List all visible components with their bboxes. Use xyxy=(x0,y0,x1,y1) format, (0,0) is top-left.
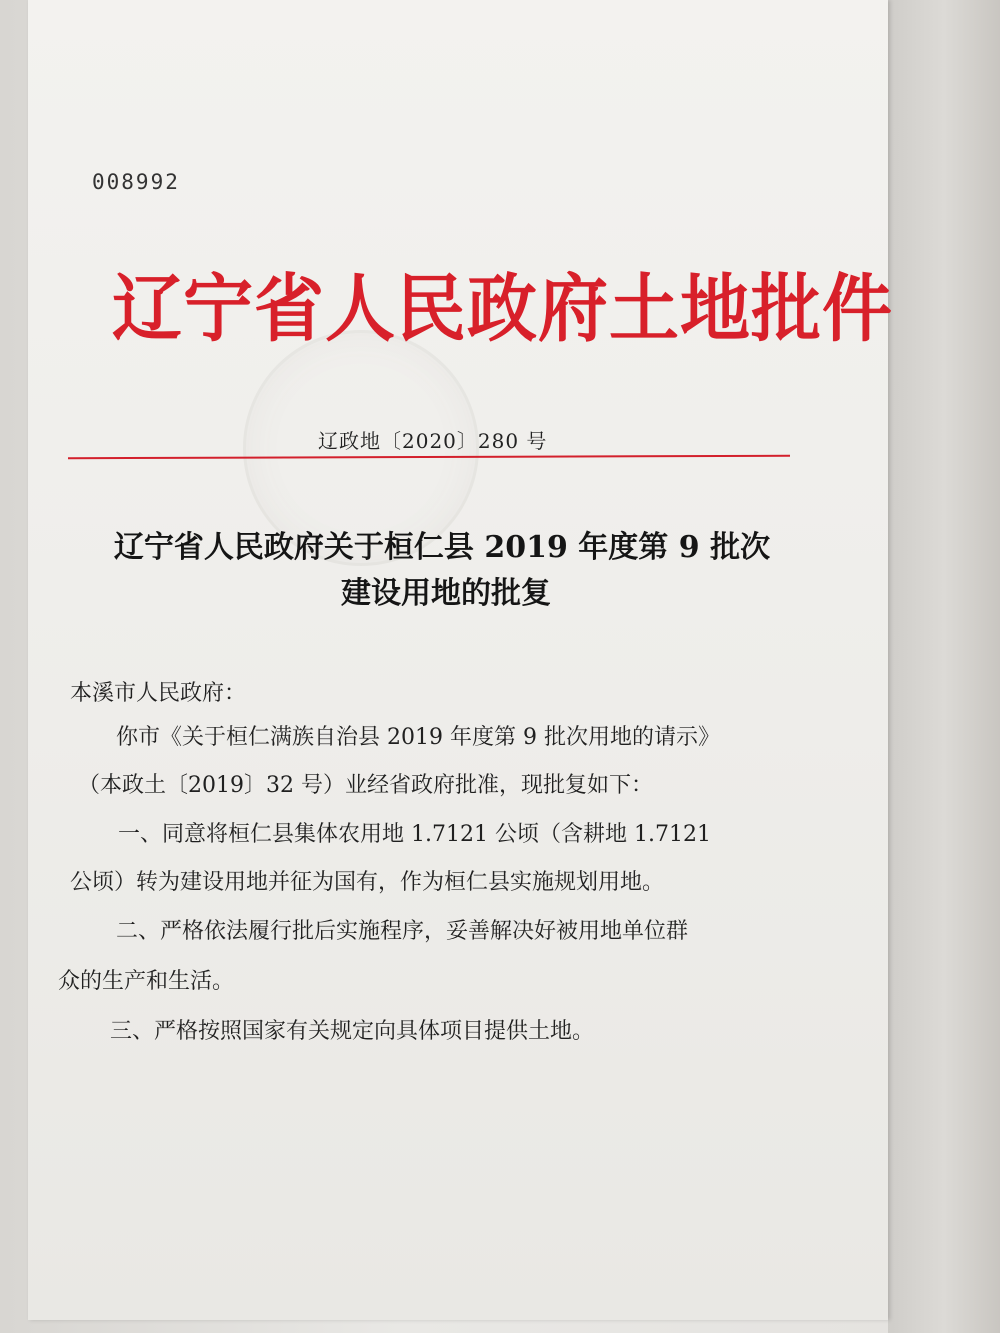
paragraph-line: 一、同意将桓仁县集体农用地 1.7121 公顷（含耕地 1.7121 xyxy=(118,822,711,847)
paragraph-line: （本政土〔2019〕32 号）业经省政府批准，现批复如下： xyxy=(78,773,653,798)
addressee: 本溪市人民政府： xyxy=(70,681,247,706)
paragraph-line: 二、严格依法履行批后实施程序，妥善解决好被用地单位群 xyxy=(116,919,689,944)
subject-heading xyxy=(82,525,802,617)
document-number: 辽政地〔2020〕280 号 xyxy=(318,429,548,453)
document-sheet xyxy=(28,0,888,1320)
underlying-page-edge xyxy=(888,0,1000,1333)
paragraph-line: 众的生产和生活。 xyxy=(58,969,235,994)
subject-line-2: 建设用地的批复 xyxy=(341,576,551,611)
paragraph-line: 三、严格按照国家有关规定向具体项目提供土地。 xyxy=(110,1019,595,1044)
masthead-title: 辽宁省人民政府土地批件 xyxy=(112,265,893,352)
subject-line-1: 辽宁省人民政府关于桓仁县 2019 年度第 9 批次 xyxy=(113,530,771,565)
paragraph-line: 你市《关于桓仁满族自治县 2019 年度第 9 批次用地的请示》 xyxy=(116,725,720,750)
paragraph-line: 公顷）转为建设用地并征为国有，作为桓仁县实施规划用地。 xyxy=(70,870,665,895)
serial-number: 008992 xyxy=(92,170,180,194)
